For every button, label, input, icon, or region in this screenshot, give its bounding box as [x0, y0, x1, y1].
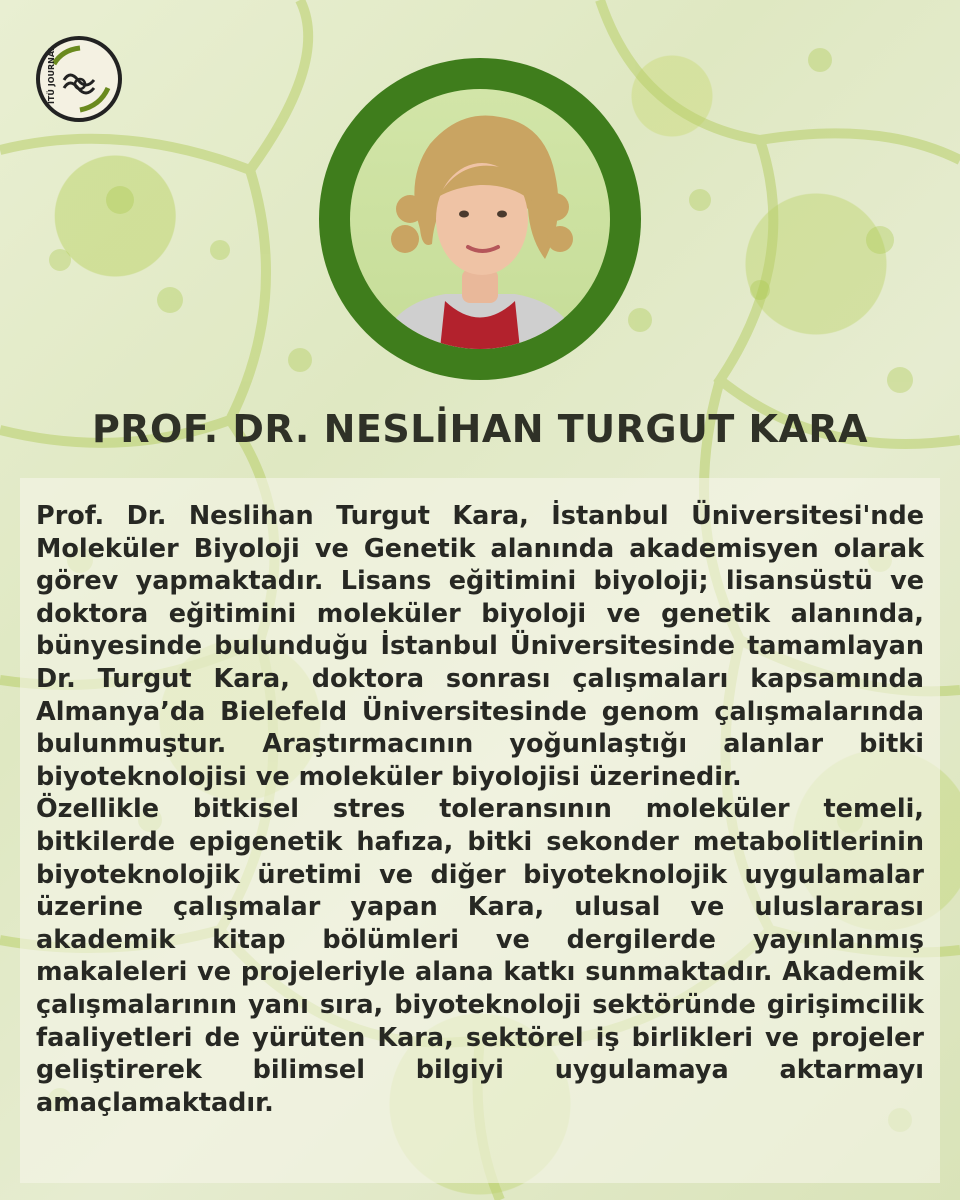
svg-text:İTÜ JOURNAL: İTÜ JOURNAL — [47, 45, 56, 104]
itu-journal-logo-icon — [40, 40, 118, 118]
itu-journal-logo — [36, 36, 122, 122]
page-title: PROF. DR. NESLİHAN TURGUT KARA — [91, 407, 869, 451]
portrait-photo — [350, 89, 610, 349]
bio-paragraph-1: Prof. Dr. Neslihan Turgut Kara, İstanbul Üniversitesi'nde Moleküler Biyoloji ve Genetik alanında akademisyen olarak görev yapmaktadır. Lisans eğitimini biyoloji; lisansüstü ve doktora eğitimini moleküler biyoloji ve genetik alanında, bünyesinde bulunduğu İstanbul Üniversitesinde tamamlayan Dr. Turgut Kara, doktora sonrası çalışmaları kapsamında Almanya’da Bielefeld Üniversitesinde genom çalışmalarında bulunmuştur. Araştırmacının yoğunlaştığı alanlar bitki biyoteknolojisi ve moleküler biyolojisi üzerinedir. — [36, 501, 924, 792]
bio-paragraph-2: Özellikle bitkisel stres toleransının moleküler temeli, bitkilerde epigenetik hafıza, bitki sekonder metabolitlerinin biyoteknolojik üretimi ve diğer biyoteknolojik uygulamalar üzerine çalışmalar yapan Kara, ulusal ve uluslararası akademik kitap bölümleri ve dergilerde yayınlanmış makaleleri ve projeleriyle alana katkı sunmaktadır. Akademik çalışmalarının yanı sıra, biyoteknoloji sektöründe girişimcilik faaliyetleri de yürüten Kara, sektörel iş birlikleri ve projeler geliştirerek bilimsel bilgiyi uygulamaya aktarmayı amaçlamaktadır. — [36, 794, 924, 1118]
bio-panel — [20, 478, 940, 1183]
portrait-icon — [350, 89, 610, 349]
